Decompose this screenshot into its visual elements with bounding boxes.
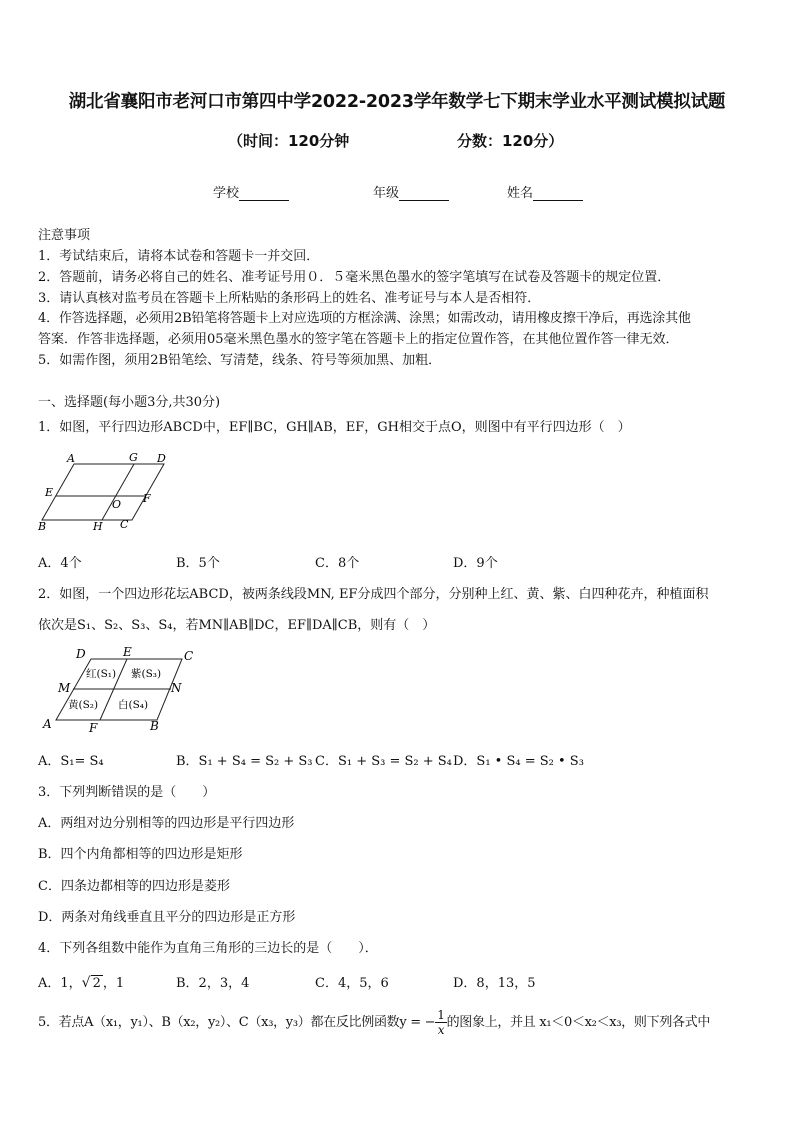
grade-blank [399,188,449,201]
q2-label-c: C [184,649,194,663]
q2-label-d: D [76,647,86,661]
q2-label-m: M [58,681,71,695]
note-item: 4．作答选择题，必须用2B铅笔将答题卡上对应选项的方框涂满、涂黑；如需改动，请用橡皮擦干净后，再选涂其他 [38,311,691,326]
q4-option-b[interactable]: B．2，3，4 [176,976,250,991]
q4-option-c[interactable]: C．4，5，6 [315,976,389,991]
name-label: 姓名 [507,186,534,201]
q2-label-b: B [150,719,159,733]
q2-label-n: N [171,681,182,695]
q1-label-h: H [93,520,103,532]
q1-text: 1．如图，平行四边形ABCD中，EF∥BC，GH∥AB，EF，GH相交于点O，则图中有平行四边形（ ） [38,420,631,435]
q4-text: 4．下列各组数中能作为直角三角形的三边长的是（ ）． [38,941,378,956]
school-field [213,182,289,201]
sqrt-symbol: √ [81,975,91,991]
q4-option-a-suffix: ，1 [102,976,125,991]
q4-option-a[interactable] [38,972,124,991]
note-item: 2．答题前，请务必将自己的姓名、准考证号用０．５毫米黑色墨水的签字笔填写在试卷及答题卡的规定位置． [38,270,671,285]
q5-text-post: 的图象上，并且 x₁＜0＜x₂＜x₃，则下列各式中 [446,1015,711,1030]
q2-option-d[interactable]: D．S₁ • S₄ = S₂ • S₃ [453,754,584,769]
q2-option-b[interactable]: B．S₁ + S₄ = S₂ + S₃ [176,754,313,769]
q5-text [38,1008,710,1037]
q1-figure [36,450,176,532]
section-heading: 一、选择题(每小题3分,共30分) [38,395,221,410]
q1-label-c: C [120,518,129,531]
grade-label: 年级 [373,186,400,201]
school-blank [239,188,289,201]
q1-option-d[interactable]: D．9个 [453,556,498,571]
note-item: 3．请认真核对监考员在答题卡上所粘贴的条形码上的姓名、准考证号与本人是否相符． [38,291,541,306]
q2-region-yellow: 黄(S₂) [68,699,99,711]
q1-label-b: B [38,520,47,532]
exam-score: 分数：120分） [457,132,564,150]
q3-option-b[interactable]: B．四个内角都相等的四边形是矩形 [38,847,243,862]
q1-label-e: E [45,486,54,499]
q2-text-line1: 2．如图，一个四边形花坛ABCD，被两条线段MN, EF分成四个部分，分别种上红、黄、紫、白四种花卉，种植面积 [38,587,709,602]
q2-option-c[interactable]: C．S₁ + S₃ = S₂ + S₄ [315,754,452,769]
q1-option-b[interactable]: B．5个 [176,556,220,571]
name-field [507,182,583,201]
q5-text-pre: 5．若点A（x₁，y₁）、B（x₂，y₂）、C（x₃，y₃）都在反比例函数y = − [38,1015,436,1030]
exam-time: （时间：120分钟 [228,132,350,150]
note-item: 答案．作答非选择题，必须用05毫米黑色墨水的签字笔在答题卡上的指定位置作答，在其他位置作答一律无效． [38,332,679,347]
q1-label-f: F [143,492,151,505]
q4-option-a-prefix: A．1， [38,976,82,991]
q1-option-c[interactable]: C．8个 [315,556,360,571]
exam-title: 湖北省襄阳市老河口市第四中学2022-2023学年数学七下期末学业水平测试模拟试题 [68,92,726,112]
q4-option-d[interactable]: D．8，13，5 [453,976,536,991]
q2-region-purple: 紫(S₃) [131,668,162,680]
q1-option-a[interactable]: A．4个 [38,556,82,571]
q2-text-line2: 依次是S₁、S₂、S₃、S₄，若MN∥AB∥DC，EF∥DA∥CB，则有（ ） [38,618,436,633]
name-blank [533,188,583,201]
school-label: 学校 [213,186,240,201]
q2-figure [40,644,200,736]
q5-denominator: x [437,1023,445,1037]
q1-label-o: O [112,498,122,511]
q2-region-white: 白(S₄) [118,699,149,711]
q1-segment-gh [102,464,134,520]
q2-label-e: E [123,645,132,659]
q2-region-red: 红(S₁) [86,668,117,680]
note-item: 5．如需作图，须用2B铅笔绘、写清楚，线条、符号等须加黑、加粗． [38,353,442,368]
note-item: 1．考试结束后，请将本试卷和答题卡一并交回． [38,249,320,264]
q1-label-a: A [67,452,75,465]
q1-label-g: G [129,451,138,464]
q3-option-d[interactable]: D．两条对角线垂直且平分的四边形是正方形 [38,910,296,925]
q3-text: 3．下列判断错误的是（ ） [38,785,216,800]
q5-fraction [435,1008,446,1037]
notes-heading: 注意事项 [38,228,91,243]
q3-option-c[interactable]: C．四条边都相等的四边形是菱形 [38,879,230,894]
q4-option-a-radicand: 2 [92,976,101,991]
q5-numerator: 1 [437,1008,445,1022]
q2-label-f: F [89,721,98,735]
q1-label-d: D [157,452,166,465]
grade-field [373,182,449,201]
q3-option-a[interactable]: A．两组对边分别相等的四边形是平行四边形 [38,816,295,831]
q2-label-a: A [43,717,52,731]
q2-option-a[interactable]: A．S₁= S₄ [38,754,104,769]
